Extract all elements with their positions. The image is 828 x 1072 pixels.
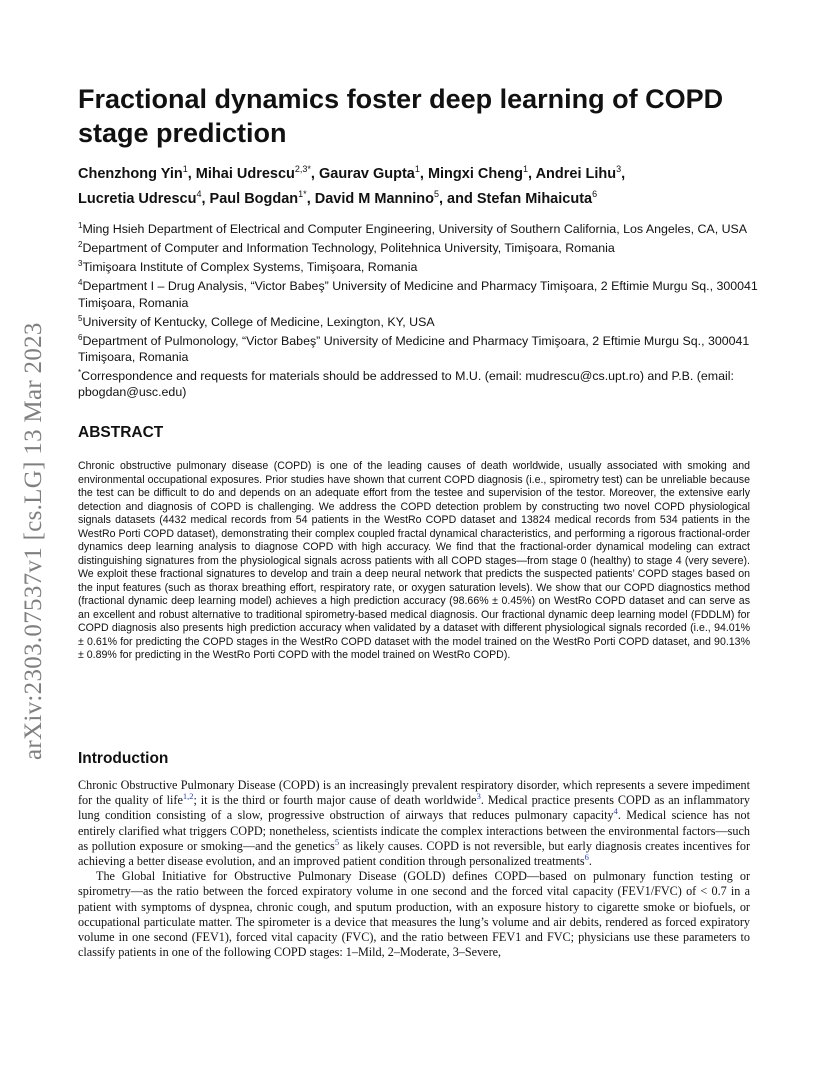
author-name: Stefan Mihaicuta: [476, 190, 593, 207]
author-name: Andrei Lihu: [535, 165, 617, 182]
author-affiliation-marker: 1*: [298, 188, 307, 199]
author-affiliation-marker: 4: [196, 188, 202, 199]
affiliation-marker: 5: [78, 313, 83, 323]
affiliation-list: [78, 218, 758, 400]
author-name: Chenzhong Yin: [78, 165, 183, 182]
affiliation-marker: *: [78, 367, 82, 377]
affiliation-item: [78, 256, 758, 275]
affiliation-text: Ming Hsieh Department of Electrical and Computer Engineering, University of Southern California, Los Angeles, CA, USA: [82, 222, 748, 237]
author-name: Paul Bogdan: [209, 190, 299, 207]
affiliation-item: [78, 311, 758, 330]
affiliation-text: Department of Computer and Information Technology, Politehnica University, Timişoara, Romania: [82, 241, 615, 256]
affiliation-marker: 3: [78, 259, 83, 269]
citation-link[interactable]: 3: [476, 791, 481, 802]
author-list: Chenzhong Yin$^1$, Mihai Udrescu$^{2,3*}$, Gaurav Gupta$^1$, Mingxi Cheng$^1$, Andrei Lihu$^3$, Lucretia Udrescu$^4$, Paul Bogdan$^{1*}$, David M Mannino$^5$, and Stefan Mihaicuta$^6$: [78, 164, 626, 207]
abstract-heading: ABSTRACT: [78, 424, 164, 441]
paper-title: Fractional dynamics foster deep learning of COPD stage prediction: [78, 84, 724, 148]
introduction-paragraph: The Global Initiative for Obstructive Pulmonary Disease (GOLD) defines COPD—based on pulmonary function testing or spirometry—as the ratio between the forced expiratory volume in one second and the forced vital capacity (FEV1/FVC) of < 0.7 in a patient with symptoms of dyspnea, chronic cough, and sputum production, with an exposure history to cigarette smoke or biofuels, or occupational particulate matter. The spirometer is a device that measures the lung’s volume and air debits, rendered as forced expiratory volume in one second (FEV1), forced vital capacity (FVC), and the ratio between FEV1 and FVC; physicians use these parameters to classify patients in one of the following COPD stages: 1–Mild, 2–Moderate, 3–Severe,: [78, 869, 750, 960]
affiliation-item: [78, 365, 758, 400]
affiliation-item: [78, 275, 758, 310]
affiliation-marker: 6: [78, 332, 83, 342]
author-name: Mingxi Cheng: [427, 165, 524, 182]
author-affiliation-marker: 1: [523, 164, 529, 174]
abstract-text: Chronic obstructive pulmonary disease (COPD) is one of the leading causes of death worldwide, usually associated with smoking and environmental occupational exposures. Prior studies have shown that current COPD diagnosis (i.e., spirometry test) can be unreliable because the test can be difficult to do and depends on an adequate effort from the testee and supervision of the testor. Moreover, the extensive early detection and diagnosis of COPD is challenging. We address the COPD detection problem by constructing two novel COPD physiological signals datasets (4432 medical records from 54 patients in the WestRo COPD dataset and 13824 medical records from 534 patients in the WestRo Porti COPD dataset), demonstrating their complex coupled fractal dynamical characteristics, and performing a rigorous fractional-order dynamics deep learning analysis to diagnose COPD with high accuracy. We find that the fractional-order dynamical modeling can extract distinguishing signatures from the physiological signals across patients with all COPD stages—from stage 0 (healthy) to stage 4 (very severe). We exploit these fractional signatures to develop and train a deep neural network that predicts the suspected patients’ COPD stages based on the input features (such as thorax breathing effort, respiratory rate, or oxygen saturation levels). We show that our COPD diagnostics method (fractional dynamic deep learning model) achieves a high prediction accuracy (98.66% ± 0.45%) on WestRo COPD dataset and can serve as an excellent and robust alternative to traditional spirometry-based medical diagnosis. Our fractional dynamic deep learning model (FDDLM) for COPD diagnosis also presents high prediction accuracy when validated by a dataset with different physiological signals recorded (i.e., 94.01% ± 0.61% for predicting the COPD stages in the WestRo COPD dataset with the model trained on the WestRo Porti COPD dataset, and 90.13% ± 0.89% for predicting in the WestRo Porti COPD with the model trained on WestRo COPD).: [78, 460, 750, 661]
affiliation-marker: 2: [78, 240, 83, 250]
affiliation-item: [78, 218, 758, 237]
affiliation-item: [78, 237, 758, 256]
author-name: Mihai Udrescu: [195, 165, 295, 182]
citation-link[interactable]: 6: [584, 851, 589, 862]
affiliation-text: Correspondence and requests for materials should be addressed to M.U. (email: mudrescu@cs.upt.ro) and P.B. (email: pbogdan@usc.edu): [78, 368, 734, 399]
introduction-paragraph: Chronic Obstructive Pulmonary Disease (COPD) is an increasingly prevalent respiratory disorder, which represents a severe impediment for the quality of life$^{1,2}$; it is the third or fourth major cause of death worldwide$^3$. Medical practice presents COPD as an inflammatory lung condition consisting of a slow, progressive obstruction of airways that reduces pulmonary capacity$^4$. Medical science has not entirely clarified what triggers COPD; nonetheless, scientists indicate the complex interactions between the environmental factors—such as pollution exposure or smoking—and the genetics$^5$ as likely causes. COPD is not reversible, but early diagnosis creates incentives for achieving a better disease evolution, and an improved patient condition through personalized treatments$^6$.: [78, 778, 750, 869]
author-affiliation-marker: 2,3*: [294, 164, 311, 174]
affiliation-marker: 4: [78, 278, 83, 288]
author-affiliation-marker: 1: [414, 164, 420, 174]
affiliation-item: [78, 330, 758, 365]
arxiv-identifier: arXiv:2303.07537v1 [cs.LG] 13 Mar 2023: [20, 322, 47, 760]
introduction-body: [78, 778, 750, 960]
author-name: Gaurav Gupta: [318, 165, 415, 182]
citation-link[interactable]: 1,2: [182, 791, 194, 802]
author-name: David M Mannino: [314, 190, 434, 207]
affiliation-text: University of Kentucky, College of Medicine, Lexington, KY, USA: [82, 314, 435, 329]
citation-link[interactable]: 5: [334, 836, 340, 847]
author-affiliation-marker: 3: [616, 164, 622, 174]
affiliation-marker: 1: [78, 221, 83, 230]
citation-link[interactable]: 4: [613, 806, 618, 817]
affiliation-text: Department I – Drug Analysis, “Victor Babeş” University of Medicine and Pharmacy Timişoara, 2 Eftimie Murgu Sq., 300041 Timişoara, Romania: [78, 279, 758, 310]
author-affiliation-marker: 1: [182, 164, 188, 174]
author-affiliation-marker: 6: [592, 188, 598, 199]
author-name: Lucretia Udrescu: [78, 190, 197, 207]
author-affiliation-marker: 5: [433, 188, 439, 199]
introduction-heading: Introduction: [78, 750, 169, 767]
affiliation-text: Timişoara Institute of Complex Systems, Timişoara, Romania: [82, 260, 418, 275]
affiliation-text: Department of Pulmonology, “Victor Babeş” University of Medicine and Pharmacy Timişoara, 2 Eftimie Murgu Sq., 300041 Timişoara, Romania: [78, 333, 750, 364]
